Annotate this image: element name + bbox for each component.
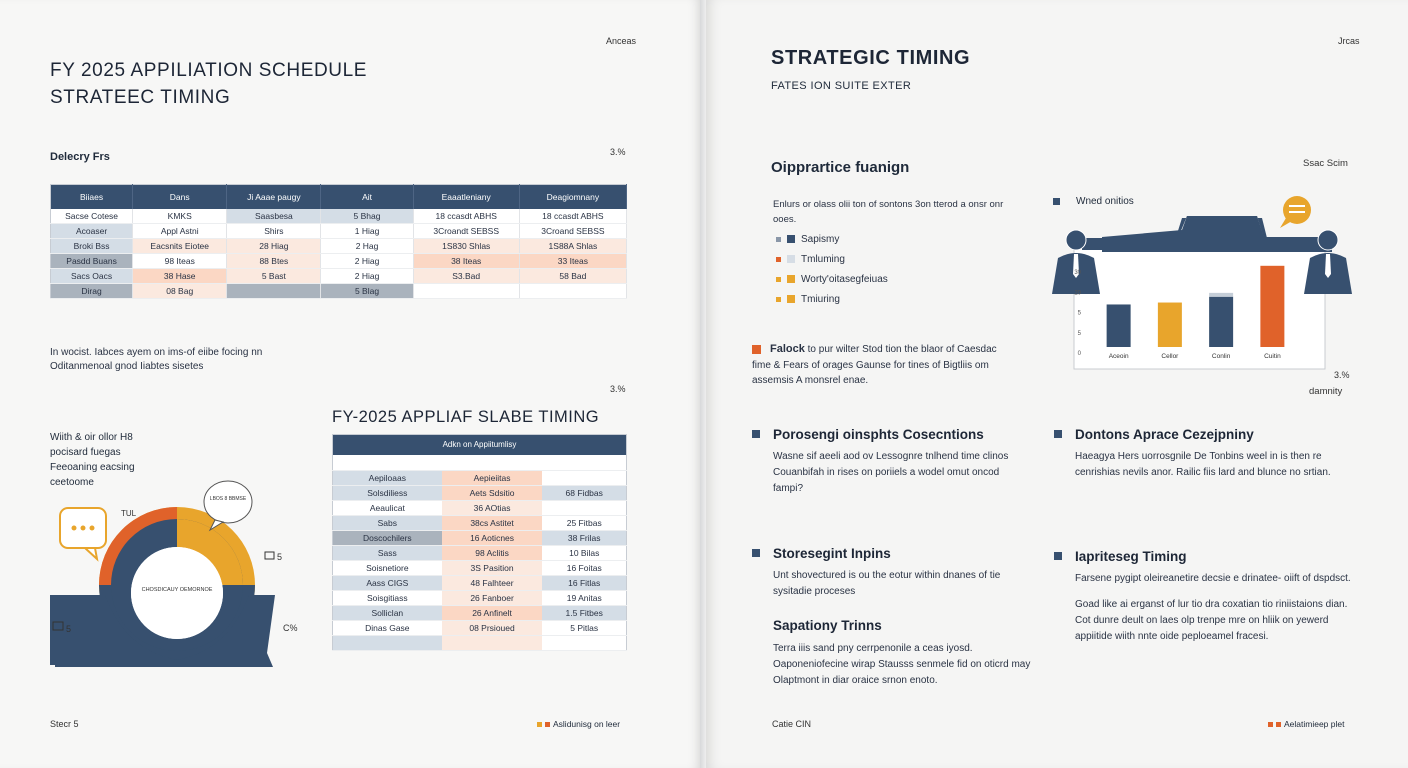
- table-cell: 5 Bast: [227, 269, 321, 284]
- table-cell: 38cs Astitet: [442, 516, 543, 531]
- right-footer-right: [1268, 719, 1344, 729]
- chart-heading: Wned onitios: [1076, 196, 1134, 207]
- table-header: Ait: [321, 185, 413, 209]
- chat-bubble-tail: [85, 548, 97, 559]
- table-cell: 5 Bhag: [321, 209, 413, 224]
- table-cell: 38 Hase: [133, 269, 227, 284]
- table-cell: 88 Btes: [227, 254, 321, 269]
- block1-title: Porosengi oinsphts Cosecntions: [773, 427, 984, 442]
- y-tick-label: 5: [1077, 310, 1081, 317]
- table-cell: S3.Bad: [413, 269, 519, 284]
- legend-list: [776, 229, 888, 309]
- table-cell: Acoaser: [51, 224, 133, 239]
- table-cell: 10 Bilas: [542, 546, 626, 561]
- x-tick-label: Cellor: [1161, 353, 1179, 360]
- donut-heading: Wiith & oir ollor H8 pocisard fuegas Feeoaning eacsing ceetoome: [50, 432, 135, 488]
- x-tick-label: Cuitin: [1264, 353, 1281, 360]
- table-cell: 16 Fitlas: [542, 576, 626, 591]
- table-cell: [442, 636, 543, 651]
- table-cell: 1S88A Shlas: [519, 239, 626, 254]
- block5-body: Farsene pygipt oleireanetire decsie e drinatee- oiift of dspdsct.: [1075, 573, 1351, 584]
- table-cell: Sabs: [333, 516, 442, 531]
- table-header: Eaaatleniany: [413, 185, 519, 209]
- table-cell: [519, 284, 626, 299]
- legend-dot: [1276, 722, 1281, 727]
- table-row: [51, 209, 627, 224]
- table2-title: FY-2025 APPLIAF SLABE TIMING: [332, 408, 600, 426]
- table-row: [333, 501, 627, 516]
- table-cell: 3Croand SEBSS: [519, 224, 626, 239]
- table-cell: 5 Pitlas: [542, 621, 626, 636]
- chat-dot: [72, 526, 77, 531]
- opportunity-heading: Oipprartice fuanign: [771, 159, 910, 176]
- bullet-icon: [1054, 552, 1062, 560]
- legend-item: [776, 249, 888, 269]
- person-icon-right-tie: [1325, 254, 1331, 278]
- table-cell: 38 Frilas: [542, 531, 626, 546]
- table-header: Ji Aaae paugy: [227, 185, 321, 209]
- table-row: [51, 254, 627, 269]
- table-cell: Aepieiitas: [442, 471, 543, 486]
- left-footer-right-text: Aslidunisg on leer: [553, 719, 621, 729]
- table-cell: Sass: [333, 546, 442, 561]
- legend-item: [776, 289, 888, 309]
- bar-conlin: [1209, 297, 1233, 347]
- table-cell: Shirs: [227, 224, 321, 239]
- right-page: [706, 0, 1408, 768]
- block2: [1054, 426, 1354, 481]
- bullet-icon: [1054, 430, 1062, 438]
- table-cell: 2 Hiag: [321, 269, 413, 284]
- x-tick-label: Conlin: [1211, 353, 1231, 360]
- right-subtitle: FATES ION SUITE EXTER: [771, 80, 912, 92]
- donut-label-bottom-right: C%: [283, 623, 298, 633]
- person-icon-right-head: [1318, 230, 1338, 250]
- table-cell: Aepiloaas: [333, 471, 442, 486]
- x-tick-label: Aceoin: [1108, 353, 1129, 360]
- chat-dot: [81, 526, 86, 531]
- table-cell: 36 AOtias: [442, 501, 543, 516]
- legend-item: [776, 229, 888, 249]
- table-cell: Soisnetiore: [333, 561, 442, 576]
- block1: [752, 426, 1022, 497]
- y-tick-label: 30: [1074, 270, 1081, 276]
- table-cell: Aass CIGS: [333, 576, 442, 591]
- y-tick-label: 20: [1074, 290, 1081, 297]
- block3: [752, 545, 1032, 689]
- donut-label-top: TUL: [121, 509, 137, 518]
- table-cell: 68 Fidbas: [542, 486, 626, 501]
- right-footer-right-text: Aelatimieep plet: [1284, 719, 1345, 729]
- person-icon-left-head: [1066, 230, 1086, 250]
- legend-label: Tmiuring: [801, 293, 840, 305]
- legend-swatch: [787, 295, 795, 303]
- table-cell: 98 Aclitis: [442, 546, 543, 561]
- table-cell: 08 Bag: [133, 284, 227, 299]
- table-cell: 16 Foitas: [542, 561, 626, 576]
- left-footer-right: [537, 719, 620, 729]
- block6-body: Goad like ai erganst of lur tio dra coxatian tio riniistaions dian. Cot dunre deult on laes olp trenpe mre on hliik on yewerd appiitide wiith nnte oide peploeamel fracesi.: [1075, 599, 1348, 642]
- legend-swatch: [787, 255, 795, 263]
- table-cell: [542, 501, 626, 516]
- table-cell: 19 Anitas: [542, 591, 626, 606]
- table-row: [333, 546, 627, 561]
- table-row: [333, 531, 627, 546]
- table-cell: 98 Iteas: [133, 254, 227, 269]
- table-cell: 28 Hiag: [227, 239, 321, 254]
- table-cell: [542, 636, 626, 651]
- right-corner-tag: Jrcas: [1338, 36, 1360, 46]
- section-label: Delecry Frs: [50, 151, 110, 163]
- legend-swatch: [787, 275, 795, 283]
- table-cell: 18 ccasdt ABHS: [413, 209, 519, 224]
- table-row: [51, 284, 627, 299]
- table-cell: [227, 284, 321, 299]
- table-cell: [542, 471, 626, 486]
- table-cell: [333, 636, 442, 651]
- table-cell: Eacsnits Eiotee: [133, 239, 227, 254]
- block3-title: Storesegint Inpins: [773, 546, 891, 561]
- table-cell: Broki Bss: [51, 239, 133, 254]
- bullet-icon: [752, 430, 760, 438]
- table-cell: 16 Aoticnes: [442, 531, 543, 546]
- chart-caption: damnity: [1309, 386, 1343, 397]
- table-header: Dans: [133, 185, 227, 209]
- table-cell: 1 Hiag: [321, 224, 413, 239]
- table-cell: 2 Hiag: [321, 254, 413, 269]
- table-cell: 1.5 Fitbes: [542, 606, 626, 621]
- table-cell: 1S830 Shlas: [413, 239, 519, 254]
- timing-table: [332, 434, 627, 651]
- legend-label: Tmluming: [801, 253, 845, 265]
- donut-hole-top: [131, 547, 223, 639]
- table-header: Adkn on Appiitumlisy: [333, 435, 627, 455]
- table-row: [333, 471, 627, 486]
- table-cell: 2 Hag: [321, 239, 413, 254]
- table-cell: Soisgitiass: [333, 591, 442, 606]
- block4-body: Terra iiis sand pny cerrpenonile a ceas iyosd. Oaponeniofecine wirap Stausss senmele fid on oticrd may Olaptmont in diar oraice srnon enoto.: [773, 643, 1031, 686]
- schedule-table: [50, 184, 627, 299]
- left-note-value: 3.%: [610, 384, 626, 394]
- left-footer: Stecr 5: [50, 719, 79, 729]
- table-cell: Appl Astni: [133, 224, 227, 239]
- bar-cellor: [1158, 303, 1182, 347]
- legend-label: Sapismy: [801, 233, 840, 245]
- doc-icon: [265, 552, 274, 559]
- block2-title: Dontons Aprace Cezejpniny: [1075, 427, 1254, 442]
- facts-block: [752, 342, 1012, 389]
- table-cell: Doscochilers: [333, 531, 442, 546]
- table-cell: Saasbesa: [227, 209, 321, 224]
- donut-center-label: CHOSDICAUY OEMORNOE: [141, 587, 213, 593]
- legend-label: Worty'oitasegfeiuas: [801, 273, 888, 285]
- bar-stack-top: [1209, 293, 1233, 297]
- speech-bubble-text: LBOS 8 BBMSE: [209, 496, 247, 502]
- table-cell: 58 Bad: [519, 269, 626, 284]
- left-note: In wocist. Iabces ayem on ims-of eiibe focing nn Oditanmenoal gnod Iiabtes sisetes: [50, 347, 263, 372]
- table-header: Deagiomnany: [519, 185, 626, 209]
- legend-dot: [537, 722, 542, 727]
- table-cell: Sacs Oacs: [51, 269, 133, 284]
- table-cell: Dirag: [51, 284, 133, 299]
- table-cell: Dinas Gase: [333, 621, 442, 636]
- table-cell: 5 Blag: [321, 284, 413, 299]
- block3-body: Unt shovectured is ou the eotur within dnanes of tie sysitadie proceses: [773, 570, 1001, 597]
- table-cell: KMKS: [133, 209, 227, 224]
- table-row: [333, 636, 627, 651]
- table-cell: Solsdiliess: [333, 486, 442, 501]
- table-cell: [413, 284, 519, 299]
- section-value: 3.%: [610, 147, 626, 157]
- message-icon-line: [1289, 205, 1305, 207]
- bar-chart: [1042, 190, 1354, 370]
- opportunity-body: Enlurs or olass olii ton of sontons 3on tterod a onsr onr ooes.: [773, 199, 1004, 225]
- table-row: [333, 591, 627, 606]
- bullet-icon: [752, 549, 760, 557]
- table-row: [333, 516, 627, 531]
- table-cell: Solliclan: [333, 606, 442, 621]
- table-row: [333, 486, 627, 501]
- left-title-line1: FY 2025 APPILIATION SCHEDULE: [50, 60, 368, 81]
- table-cell: 48 Falhteer: [442, 576, 543, 591]
- left-page: [0, 0, 700, 768]
- table-cell: 25 Fitbas: [542, 516, 626, 531]
- y-tick-label: 5: [1077, 330, 1081, 337]
- right-footer: Catie CIN: [772, 719, 812, 729]
- table-cell: 3S Pasition: [442, 561, 543, 576]
- table-row: [333, 606, 627, 621]
- table-cell: 38 Iteas: [413, 254, 519, 269]
- block5: [1054, 548, 1354, 645]
- chat-dot: [90, 526, 95, 531]
- legend-dot: [545, 722, 550, 727]
- legend-item: [776, 269, 888, 289]
- block1-body: Wasne sif aeeli aod ov Lessognre tnlhend time clinos Couanbifah in rises on poriiels a wodel omut oncod fampi?: [773, 451, 1009, 494]
- table-cell: 18 ccasdt ABHS: [519, 209, 626, 224]
- table-cell: Aets Sdsitio: [442, 486, 543, 501]
- table-cell: Aeaulicat: [333, 501, 442, 516]
- table-row: [333, 576, 627, 591]
- left-corner-tag: Anceas: [606, 36, 637, 46]
- left-title-line2: STRATEEC TIMING: [50, 87, 231, 108]
- facts-body: to pur wilter Stod tion the blaor of Caesdac fime & Fears of orages Gaunse for tines of Bigtliis om assemsis A monsrel enae.: [752, 344, 997, 386]
- table-cell: Pasdd Buans: [51, 254, 133, 269]
- opportunity-right-label: Ssac Scim: [1303, 158, 1348, 169]
- table-cell: 08 Prsioued: [442, 621, 543, 636]
- table-cell: 26 Anfinelt: [442, 606, 543, 621]
- table-row: [51, 269, 627, 284]
- table-cell: 3Croandt SEBSS: [413, 224, 519, 239]
- speech-bubble-icon: [204, 481, 252, 523]
- y-tick-label: 0: [1077, 351, 1081, 357]
- facts-heading: Falock: [770, 343, 805, 355]
- table-row: [333, 621, 627, 636]
- legend-swatch: [787, 235, 795, 243]
- legend-dot: [1268, 722, 1273, 727]
- right-title: STRATEGIC TIMING: [771, 47, 971, 69]
- chart-value: 3.%: [1334, 370, 1350, 380]
- bullet-icon: [752, 345, 761, 354]
- block5-title: Iapriteseg Timing: [1075, 549, 1187, 564]
- table-row: [51, 224, 627, 239]
- message-icon-line: [1289, 211, 1305, 213]
- bar-cuitin: [1260, 266, 1284, 347]
- table-cell: 33 Iteas: [519, 254, 626, 269]
- donut-label-left: 5: [66, 624, 72, 634]
- donut-chart: [45, 475, 320, 675]
- table-row: [333, 561, 627, 576]
- table-header: Biiaes: [51, 185, 133, 209]
- donut-label-right: 5: [277, 552, 283, 562]
- block4-title: Sapationy Trinns: [773, 618, 882, 633]
- table-row: [51, 239, 627, 254]
- bar-aceoin: [1107, 304, 1131, 347]
- block2-body: Haeagya Hers uorrosgnile De Tonbins weel in is then re cenrishias nevils anor. Railic fiis lard and blunce no srtian.: [1075, 451, 1331, 478]
- table-cell: Sacse Cotese: [51, 209, 133, 224]
- table-cell: 26 Fanboer: [442, 591, 543, 606]
